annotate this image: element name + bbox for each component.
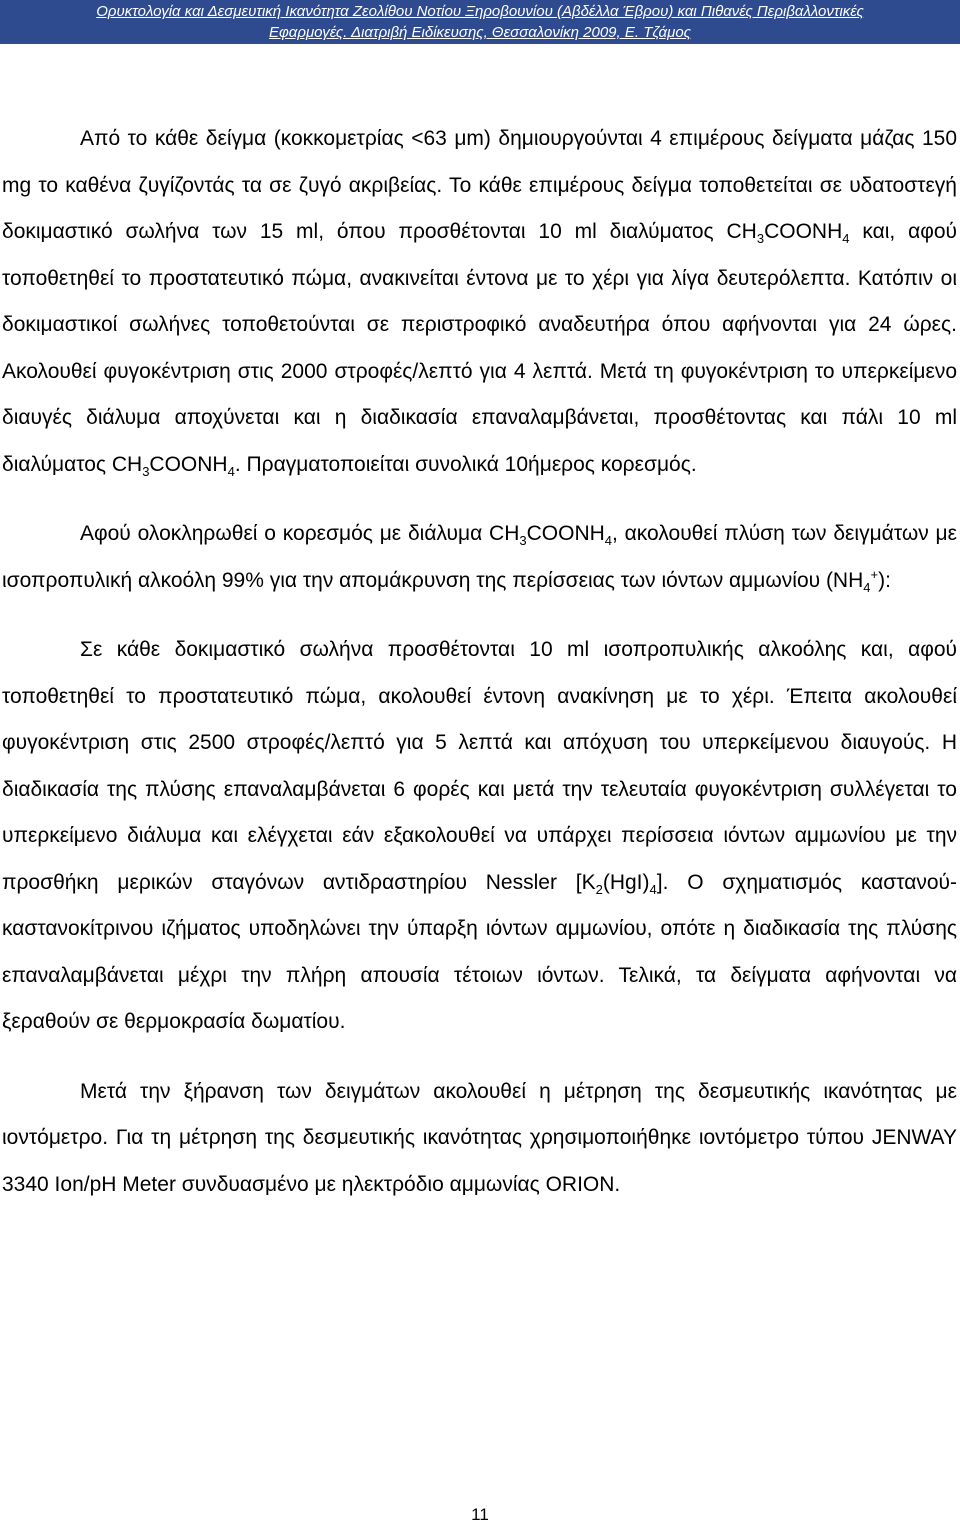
paragraph-washing-procedure xyxy=(2,627,957,1046)
text-run: ]. Ο σχηματισμός καστανού-καστανοκίτρινου ιζήματος υποδηλώνει την ύπαρξη ιόντων αμμωνίου, οπότε η διαδικασία της πλύσης επαναλαμβάνεται μέχρι την πλήρη απουσία τέτοιων ιόντων. Τελικά, τα δείγματα αφήνονται να ξεραθούν σε θερμοκρασία δωματίου. xyxy=(2,870,957,1033)
header-line-1: Ορυκτολογία και Δεσμευτική Ικανότητα Ζεολίθου Νοτίου Ξηροβουνίου (Αβδέλλα Έβρου) και Πιθανές Περιβαλλοντικές xyxy=(96,3,864,20)
text-run: Από το κάθε δείγμα (κοκκομετρίας <63 μm) δημιουργούνται 4 επιμέρους δείγματα μάζας 150 mg το καθένα ζυγίζοντάς τα σε ζυγό ακριβείας. Το κάθε επιμέρους δείγμα τοποθετείται σε υδατοστεγή δοκιμαστικό σωλήνα των 15 ml, όπου προσθέτονται 10 ml διαλύματος CH xyxy=(2,127,957,243)
text-run: Μετά την ξήρανση των δειγμάτων ακολουθεί η μέτρηση της δεσμευτικής ικανότητας με ιοντόμετρο. Για τη μέτρηση της δεσμευτικής ικανότητας χρησιμοποιήθηκε ιοντόμετρο τύπου JENWAY 3340 Ion/pH Meter συνδυασμένο με ηλεκτρόδιο αμμωνίας ORION. xyxy=(2,1079,957,1196)
running-header xyxy=(0,0,960,44)
header-line-2: Εφαρμογές. Διατριβή Ειδίκευσης, Θεσσαλονίκη 2009, Ε. Τζάμος xyxy=(269,24,691,41)
paragraph-measurement xyxy=(2,1069,957,1209)
text-run: Σε κάθε δοκιμαστικό σωλήνα προσθέτονται 10 ml ισοπροπυλικής αλκοόλης και, αφού τοποθετηθεί το προστατευτικό πώμα, ακολουθεί έντονη ανακίνηση με το χέρι. Έπειτα ακολουθεί φυγοκέντριση στις 2500 στροφές/λεπτό για 5 λεπτά και απόχυση του υπερκείμενου διαυγούς. Η διαδικασία της πλύσης επαναλαμβάνεται 6 φορές και μετά την τελευταία φυγοκέντριση συλλέγεται το υπερκείμενο διάλυμα και ελέγχεται εάν εξακολουθεί να υπάρχει περίσσεια ιόντων αμμωνίου με την προσθήκη μερικών σταγόνων αντιδραστηρίου Nessler [K xyxy=(2,638,957,894)
subscript: 3 xyxy=(142,463,150,479)
subscript: 2 xyxy=(595,881,603,897)
document-body xyxy=(2,116,957,1208)
subscript: 3 xyxy=(519,533,527,549)
text-run: COONH xyxy=(149,452,228,476)
superscript: + xyxy=(870,566,879,582)
paragraph-sample-saturation xyxy=(2,116,957,488)
text-run: , ακολουθεί πλύση των δειγμάτων με ισοπροπυλική αλκοόλη 99% για την απομάκρυνση της περίσσειας των ιόντων αμμωνίου (NH xyxy=(2,522,957,592)
text-run: . Πραγματοποιείται συνολικά 10ήμερος κορεσμός. xyxy=(234,452,697,476)
text-run: (HgI) xyxy=(602,870,650,894)
subscript: 4 xyxy=(227,463,235,479)
text-run: ): xyxy=(878,568,891,592)
text-run: Αφού ολοκληρωθεί ο κορεσμός με διάλυμα CH xyxy=(80,522,520,545)
subscript: 3 xyxy=(756,231,765,247)
page-number: 11 xyxy=(471,1505,489,1524)
text-run: και, αφού τοποθετηθεί το προστατευτικό πώμα, ανακινείται έντονα με το χέρι για λίγα δευτερόλεπτα. Κατόπιν οι δοκιμαστικοί σωλήνες τοποθετούνται σε περιστροφικό αναδευτήρα όπου αφήνονται για 24 ώρες. Ακολουθεί φυγοκέντριση στις 2000 στροφές/λεπτό για 4 λεπτά. Μετά τη φυγοκέντριση το υπερκείμενο διαυγές διάλυμα αποχύνεται και η διαδικασία επαναλαμβάνεται, προσθέτοντας και πάλι 10 ml διαλύματος CH xyxy=(2,220,957,476)
subscript: 4 xyxy=(863,579,871,595)
subscript: 4 xyxy=(842,231,850,247)
text-run: COONH xyxy=(526,522,605,545)
paragraph-washing-intro xyxy=(2,511,957,604)
subscript: 4 xyxy=(604,533,613,549)
text-run: COONH xyxy=(764,220,843,243)
subscript: 4 xyxy=(649,881,657,897)
